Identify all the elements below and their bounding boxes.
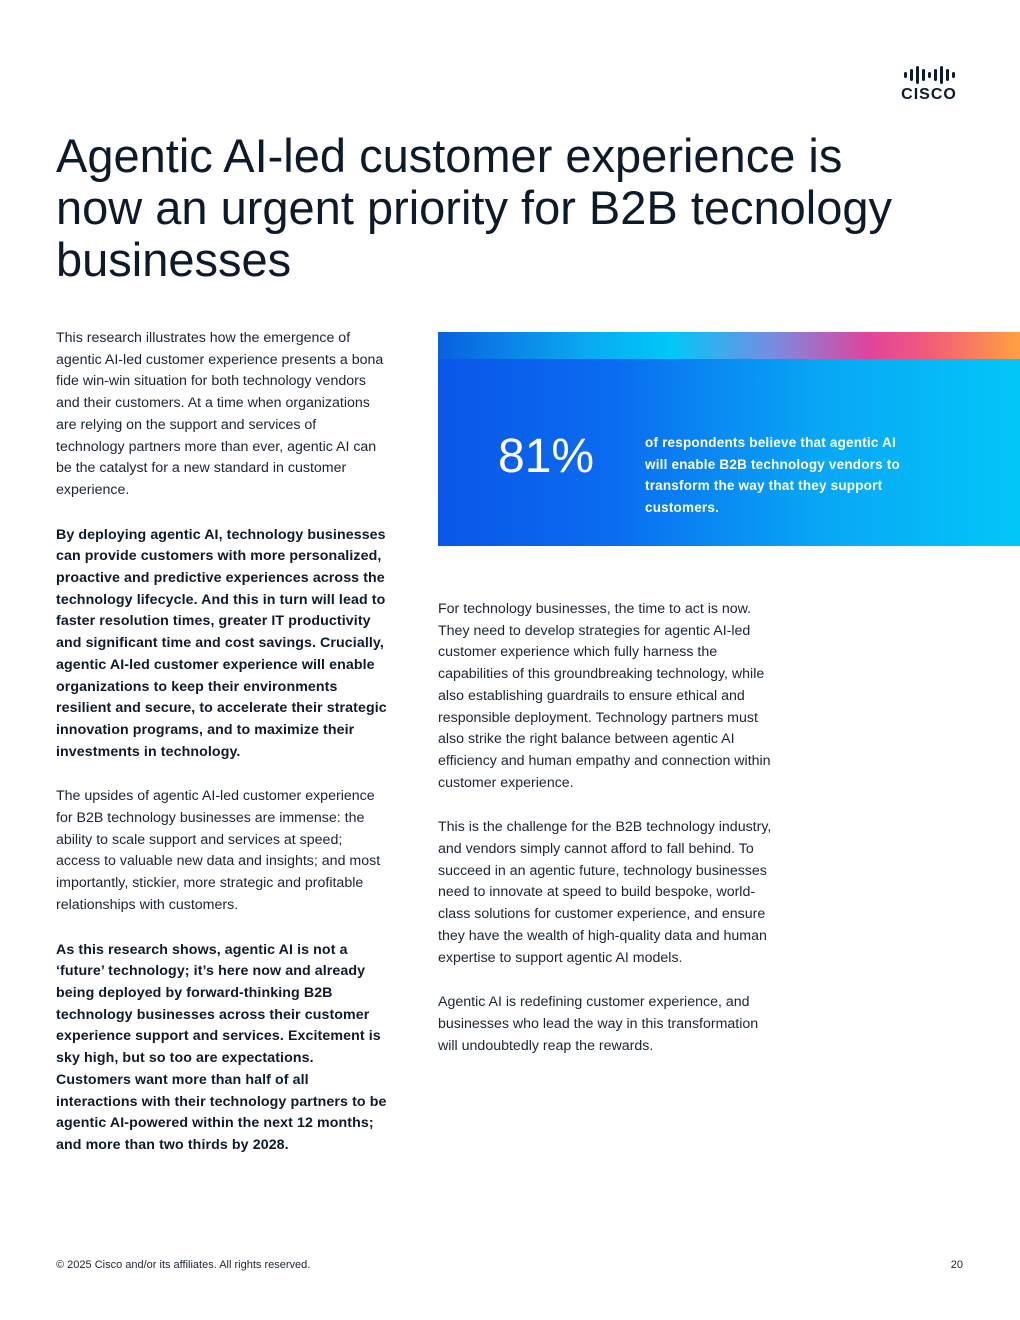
page-title: Agentic AI-led customer experience is now an urgent priority for B2B tecnology businesses <box>56 129 893 286</box>
cisco-logo <box>893 65 965 105</box>
stat-description: of respondents believe that agentic AI will enable B2B technology vendors to transform the way that they support customers. <box>645 435 900 516</box>
cisco-bridge-icon <box>893 65 965 85</box>
right-column <box>438 599 778 1080</box>
gradient-strip <box>438 332 1020 359</box>
benefits-paragraph: By deploying agentic AI, technology businesses can provide customers with more personalized, proactive and predictive experiences across the technology lifecycle. And this in turn will lead to faster resolution times, greater IT productivity and significant time and cost savings. Crucially, agentic AI-led customer experience will enable organizations to keep their environments resilient and secure, to accelerate their strategic innovation programs, and to maximize their investments in technology. <box>56 526 387 760</box>
research-paragraph: As this research shows, agentic AI is not a ‘future’ technology; it’s here now and already being deployed by forward-thinking B2B technology businesses across their customer experience support and services. Excitement is sky high, but so too are expectations. Customers want more than half of all interactions with their technology partners to be agentic AI-powered within the next 12 months; and more than two thirds by 2028. <box>56 941 387 1153</box>
stat-value: 81% <box>498 430 595 483</box>
upsides-paragraph: The upsides of agentic AI-led customer experience for B2B technology businesses are immense: the ability to scale support and services at speed; access to valuable new data and insights; and most importantly, stickier, more strategic and profitable relationships with customers. <box>56 788 381 913</box>
logo-wordmark: CISCO <box>901 86 957 103</box>
intro-paragraph: This research illustrates how the emergence of agentic AI-led customer experience presents a bona fide win-win situation for both technology vendors and their customers. At a time when organizations are relying on the support and services of technology partners more than ever, agentic AI can be the catalyst for a new standard in customer experience. <box>56 330 384 498</box>
challenge-paragraph: This is the challenge for the B2B technology industry, and vendors simply cannot afford to fall behind. To succeed in an agentic future, technology businesses need to innovate at speed to build bespoke, world-class solutions for customer experience, and ensure they have the wealth of high-quality data and human expertise to support agentic AI models. <box>438 819 772 966</box>
stat-callout <box>438 332 1020 546</box>
left-column <box>56 328 388 1180</box>
time-to-act-paragraph: For technology businesses, the time to act is now. They need to develop strategies for agentic AI-led customer experience which fully harness the capabilities of this groundbreaking technology, while also establishing guardrails to ensure ethical and responsible deployment. Technology partners must also strike the right balance between agentic AI efficiency and human empathy and connection within customer experience. <box>438 601 771 791</box>
page-number: 20 <box>950 1259 963 1271</box>
copyright-footer: © 2025 Cisco and/or its affiliates. All rights reserved. <box>56 1259 311 1271</box>
stat-panel <box>438 359 1020 546</box>
conclusion-paragraph: Agentic AI is redefining customer experience, and businesses who lead the way in this transformation will undoubtedly reap the rewards. <box>438 994 759 1054</box>
